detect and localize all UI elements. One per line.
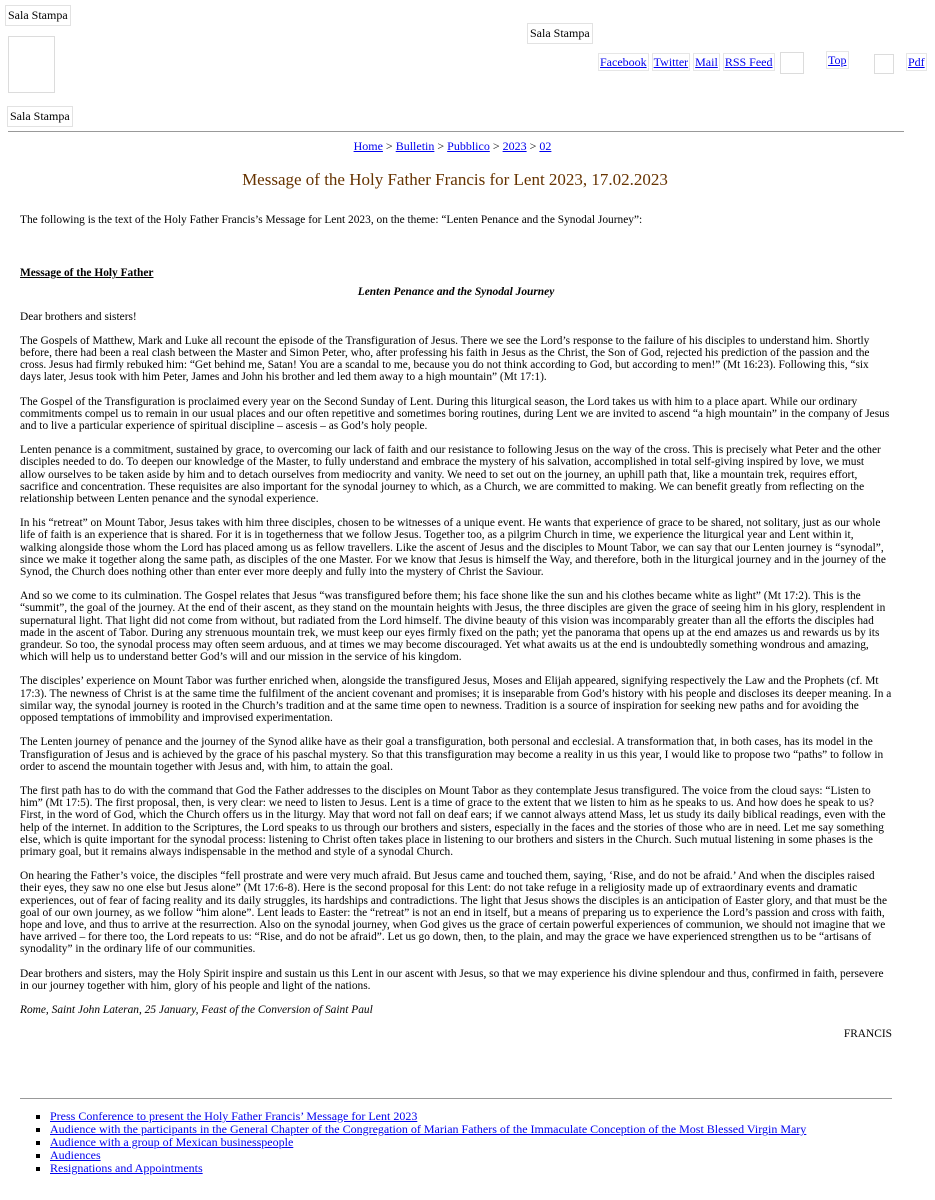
top-link[interactable]: Top — [828, 53, 847, 67]
pdf-link[interactable]: Pdf — [908, 55, 925, 69]
signature: FRANCIS — [843, 1028, 892, 1041]
sala-stampa-section-label: Sala Stampa — [7, 106, 73, 127]
greeting: Dear brothers and sisters! — [20, 310, 137, 323]
header-divider — [8, 131, 904, 132]
paragraph: And so we come to its culmination. The Gospel relates that Jesus “was transfigured before them; his face shone like the sun and his clothes became white as light” (Mt 17:2). This is the “summit”, the goal of the journey. At the end of their ascent, as they stand on the mountain heights with Jesus, the three disciples are given the grace of seeing him in his glory, resplendent in supernatural light. That light did not come from without, but radiated from the Lord himself. The divine beauty of this vision was incomparably greater than all the efforts the disciples had made in the ascent of Tabor. During any strenuous mountain trek, we must keep our eyes firmly fixed on the path; yet the panorama that opens up at the end amazes us and rewards us by its grandeur. So too, the synodal process may often seem arduous, and at times we may become discouraged. Yet what awaits us at the end is undoubtedly something wondrous and amazing, which will help us to understand better God’s will and our mission in the service of his kingdom. — [20, 590, 886, 664]
related-link[interactable]: Audience with a group of Mexican businesspeople — [50, 1135, 294, 1149]
share-icon[interactable] — [780, 52, 804, 74]
breadcrumb-year[interactable]: 2023 — [502, 139, 527, 153]
mail-link[interactable]: Mail — [695, 55, 718, 69]
facebook-link[interactable]: Facebook — [600, 55, 647, 69]
rss-feed-link[interactable]: RSS Feed — [724, 55, 773, 69]
twitter-link[interactable]: Twitter — [653, 55, 689, 69]
message-subtitle: Lenten Penance and the Synodal Journey — [357, 286, 555, 299]
paragraph: The disciples’ experience on Mount Tabor was further enriched when, alongside the transfigured Jesus, Moses and Elijah appeared, signifying respectively the Law and the Prophets (cf. Mt 17:3). The newness of Christ is at the same time the fulfilment of the ancient covenant and promises; it is inseparable from God’s history with his people and discloses its deeper meaning. In a similar way, the synodal journey is rooted in the Church’s tradition and at the same time open to newness. Tradition is a source of inspiration for seeking new paths and for avoiding the opposed temptations of immobility and improvised experimentation. — [20, 675, 892, 725]
paragraph: Lenten penance is a commitment, sustained by grace, to overcoming our lack of faith and our resistance to following Jesus on the way of the cross. This is precisely what Peter and the other disciples needed to do. To deepen our knowledge of the Master, to fully understand and embrace the mystery of his salvation, accomplished in total self-giving inspired by love, we must allow ourselves to be taken aside by him and to detach ourselves from mediocrity and vanity. We need to set out on the journey, an uphill path that, like a mountain trek, requires effort, sacrifice and concentration. These requisites are also important for the synodal journey to which, as a Church, we are committed to making. We can benefit greatly from reflecting on the relationship between Lenten penance and the synodal experience. — [20, 444, 881, 506]
related-link[interactable]: Audience with the participants in the General Chapter of the Congregation of Marian Fathers of the Immaculate Conception of the Most Blessed Virgin Mary — [50, 1122, 807, 1136]
place-date: Rome, Saint John Lateran, 25 January, Feast of the Conversion of Saint Paul — [20, 1003, 373, 1016]
social-links — [598, 55, 775, 70]
paragraph: The Gospel of the Transfiguration is proclaimed every year on the Second Sunday of Lent. During this liturgical season, the Lord takes us with him to a place apart. While our ordinary commitments compel us to remain in our usual places and our often repetitive and sometimes boring routines, during Lent we are invited to ascend “a high mountain” in the company of Jesus and to live a particular experience of spiritual discipline – ascesis – as God’s holy people. — [20, 395, 890, 433]
paragraph: The first path has to do with the command that God the Father addresses to the disciples on Mount Tabor as they contemplate Jesus transfigured. The voice from the cloud says: “Listen to him” (Mt 17:5). The first proposal, then, is very clear: we need to listen to Jesus. Lent is a time of grace to the extent that we listen to him as he speaks to us. And how does he speak to us? First, in the word of God, which the Church offers us in the liturgy. May that word not fall on deaf ears; if we cannot always attend Mass, let us study its daily biblical readings, even with the help of the internet. In addition to the Scriptures, the Lord speaks to us through our brothers and sisters, especially in the faces and the stories of those who are in need. Let me say something else, which is quite important for the synodal process: listening to Christ often takes place in listening to our brothers and sisters in the Church. Such mutual listening in some phases is the primary goal, but it remains always indispensable in the method and style of a synodal Church. — [20, 784, 886, 858]
paragraph: The Lenten journey of penance and the journey of the Synod alike have as their goal a transfiguration, both personal and ecclesial. A transformation that, in both cases, has its model in the Transfiguration of Jesus and is achieved by the grace of his paschal mystery. So that this transfiguration may become a reality in us this year, I would like to propose two “paths” to follow in order to ascend the mountain together with Jesus and, with him, to attain the goal. — [20, 736, 884, 773]
breadcrumb-separator: > — [385, 139, 393, 153]
paragraph: On hearing the Father’s voice, the disciples “fell prostrate and were very much afraid. But Jesus came and touched them, saying, ‘Rise, and do not be afraid.’ And when the disciples raised their eyes, they saw no one else but Jesus alone” (Mt 17:6-8). Here is the second proposal for this Lent: do not take refuge in a religiosity made up of extraordinary events and dramatic experiences, out of fear of facing reality and its daily struggles, its hardships and contradictions. The light that Jesus shows the disciples is an anticipation of Easter glory, and that must be the goal of our own journey, as we follow “him alone”. Lent leads to Easter: the “retreat” is not an end in itself, but a means of preparing us to experience the Lord’s passion and cross with faith, hope and love, and thus to arrive at the resurrection. Also on the synodal journey, when God gives us the grace of certain powerful experiences of communion, we should not imagine that we have arrived – for there too, the Lord repeats to us: “Rise, and do not be afraid”. Let us go down, then, to the plain, and may the grace we have experienced strengthen us to be “artisans of synodality” in the ordinary life of our communities. — [20, 870, 888, 956]
paragraph: Dear brothers and sisters, may the Holy Spirit inspire and sustain us this Lent in our ascent with Jesus, so that we may experience his divine splendour and thus, confirmed in faith, persevere in our journey together with him, glory of his people and light of the nations. — [20, 967, 884, 992]
related-link[interactable]: Audiences — [50, 1148, 101, 1162]
related-link[interactable]: Resignations and Appointments — [50, 1161, 203, 1175]
paragraph: The Gospels of Matthew, Mark and Luke all recount the episode of the Transfiguration of Jesus. There we see the Lord’s response to the failure of his disciples to understand him. Shortly before, there had been a real clash between the Master and Simon Peter, who, after professing his faith in Jesus as the Christ, the Son of God, rejected his prediction of the passion and the cross. Jesus had firmly rebuked him: “Get behind me, Satan! You are a scandal to me, because you do not think according to God, but according to men!” (Mt 16:23). Following this, “six days later, Jesus took with him Peter, James and John his brother and led them away to a high mountain” (Mt 17:1). — [20, 334, 870, 384]
list-item — [50, 1162, 806, 1175]
intro-text: The following is the text of the Holy Father Francis’s Message for Lent 2023, on the theme: “Lenten Penance and the Synodal Journey”: — [20, 214, 643, 226]
sala-stampa-center-label: Sala Stampa — [527, 23, 593, 44]
list-item — [50, 1136, 806, 1149]
section-heading: Message of the Holy Father — [20, 267, 154, 280]
breadcrumb-home[interactable]: Home — [353, 139, 383, 153]
page-title: Message of the Holy Father Francis for Lent 2023, 17.02.2023 — [242, 170, 668, 189]
breadcrumb-pubblico[interactable]: Pubblico — [447, 139, 490, 153]
footer-divider — [20, 1098, 892, 1099]
breadcrumb-bulletin[interactable]: Bulletin — [395, 139, 435, 153]
breadcrumb-separator: > — [529, 139, 537, 153]
related-link[interactable]: Press Conference to present the Holy Father Francis’ Message for Lent 2023 — [50, 1109, 418, 1123]
breadcrumb-separator: > — [437, 139, 445, 153]
breadcrumb-month[interactable]: 02 — [539, 139, 552, 153]
breadcrumb — [0, 139, 905, 154]
print-icon[interactable] — [874, 54, 894, 74]
breadcrumb-separator: > — [492, 139, 500, 153]
related-links-list — [30, 1110, 806, 1175]
logo-image-placeholder — [8, 36, 55, 93]
article-body — [20, 214, 892, 1052]
sala-stampa-top-label: Sala Stampa — [5, 5, 71, 26]
paragraph: In his “retreat” on Mount Tabor, Jesus takes with him three disciples, chosen to be witnesses of a unique event. He wants that experience of grace to be shared, not solitary, just as our whole life of faith is an experience that is shared. For it is in togetherness that we follow Jesus. Together too, as a pilgrim Church in time, we experience the liturgical year and Lent within it, walking alongside those whom the Lord has placed among us as fellow travellers. Like the ascent of Jesus and the disciples to Mount Tabor, we can say that our Lenten journey is “synodal”, since we make it together along the same path, as disciples of the one Master. For we know that Jesus is himself the Way, and therefore, both in the liturgical journey and in the journey of the Synod, the Church does nothing other than enter ever more deeply and fully into the mystery of Christ the Saviour. — [20, 517, 886, 579]
